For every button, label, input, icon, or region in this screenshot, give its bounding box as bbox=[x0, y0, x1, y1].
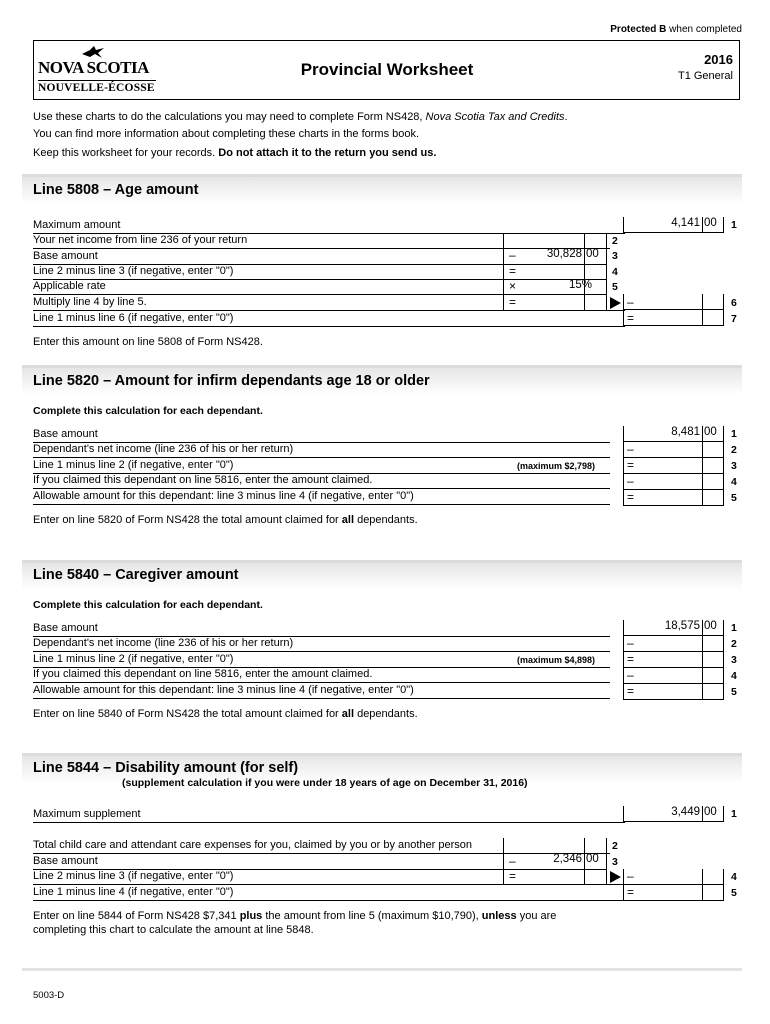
s5808-max-dollars: 4,141 bbox=[671, 217, 700, 229]
s5808-mid-rule-3 bbox=[503, 264, 607, 265]
s5844-mid-left bbox=[503, 838, 504, 885]
intro-line2: You can find more information about completing these charts in the forms book. bbox=[33, 128, 420, 140]
s5808-base-cents: 00 bbox=[586, 248, 599, 260]
s5808-op-minus-r6: – bbox=[627, 295, 634, 309]
logo-line1: NOVA SCOTIA bbox=[38, 58, 149, 77]
protected-b-label: Protected B when completed bbox=[610, 24, 742, 35]
s5808-num-3: 3 bbox=[612, 250, 618, 262]
s5844-line5-cents-sep bbox=[702, 885, 703, 901]
s5808-row-1: Maximum amount bbox=[33, 219, 121, 231]
s5840-op-3: = bbox=[627, 652, 635, 666]
arrow-right-icon bbox=[610, 871, 621, 883]
section-heading-5844: Line 5844 – Disability amount (for self) bbox=[33, 760, 299, 776]
s5840-line4-cents-sep bbox=[702, 668, 703, 684]
section-heading-5820: Line 5820 – Amount for infirm dependants age 18 or older bbox=[33, 373, 430, 389]
s5844-op-equals-r5: = bbox=[627, 885, 635, 899]
s5844-max-dollars: 3,449 bbox=[671, 806, 700, 818]
s5808-line7-box bbox=[623, 310, 724, 326]
s5820-line2-cents-sep bbox=[702, 442, 703, 458]
s5840-line5-cents-sep bbox=[702, 684, 703, 700]
s5808-op-equals-r7: = bbox=[627, 311, 635, 325]
s5820-row-2: Dependant's net income (line 236 of his or her return) bbox=[33, 443, 294, 455]
s5820-line5-cents-sep bbox=[702, 490, 703, 506]
s5808-line1-cents-sep bbox=[702, 217, 703, 233]
s5820-row-5: Allowable amount for this dependant: line 3 minus line 4 (if negative, enter "0") bbox=[33, 490, 414, 502]
s5840-base-dollars: 18,575 bbox=[664, 620, 700, 632]
s5820-num-4: 4 bbox=[731, 476, 737, 488]
s5844-subheading: (supplement calculation if you were under 18 years of age on December 31, 2016) bbox=[122, 777, 528, 789]
s5840-line4-box bbox=[623, 668, 724, 684]
s5820-base-cents: 00 bbox=[704, 426, 717, 438]
s5840-row-1: Base amount bbox=[33, 622, 98, 634]
s5840-row-3: Line 1 minus line 2 (if negative, enter "0") bbox=[33, 653, 234, 665]
logo-line2: NOUVELLE-ÉCOSSE bbox=[38, 82, 155, 94]
s5820-line3-box bbox=[623, 458, 724, 474]
s5820-num-3: 3 bbox=[731, 460, 737, 472]
s5808-note: Enter this amount on line 5808 of Form NS428. bbox=[33, 336, 263, 348]
s5844-op-equals-4: = bbox=[509, 869, 517, 883]
s5808-line7-cents-sep bbox=[702, 310, 703, 326]
s5840-subheading: Complete this calculation for each dependant. bbox=[33, 599, 263, 611]
s5820-line1-cents-sep bbox=[702, 426, 703, 442]
s5808-mid-rule-6 bbox=[503, 310, 607, 311]
s5844-note-line1: Enter on line 5844 of Form NS428 $7,341 plus the amount from line 5 (maximum $10,790), unless you are bbox=[33, 910, 557, 922]
s5820-line5-box bbox=[623, 490, 724, 506]
s5808-mid-cents bbox=[584, 233, 585, 311]
s5820-line4-box bbox=[623, 474, 724, 490]
s5840-op-2: – bbox=[627, 636, 634, 650]
s5840-num-5: 5 bbox=[731, 686, 737, 698]
s5808-rate: 15% bbox=[568, 279, 592, 291]
s5808-line6-box bbox=[623, 294, 724, 310]
s5820-num-1: 1 bbox=[731, 428, 737, 440]
s5844-num-2: 2 bbox=[612, 840, 618, 852]
page-title: Provincial Worksheet bbox=[300, 60, 474, 79]
s5808-rule-7 bbox=[33, 326, 625, 327]
s5844-row-5: Line 1 minus line 4 (if negative, enter "0") bbox=[33, 886, 234, 898]
s5840-row-2: Dependant's net income (line 236 of his or her return) bbox=[33, 637, 294, 649]
s5820-line3-cents-sep bbox=[702, 458, 703, 474]
s5840-num-4: 4 bbox=[731, 670, 737, 682]
s5808-row-6: Multiply line 4 by line 5. bbox=[33, 296, 147, 308]
s5844-base-cents: 00 bbox=[586, 853, 599, 865]
s5808-op-times-5: × bbox=[509, 279, 517, 293]
section-heading-5840: Line 5840 – Caregiver amount bbox=[33, 567, 239, 583]
s5840-line3-cents-sep bbox=[702, 652, 703, 668]
s5820-base-dollars: 8,481 bbox=[671, 426, 700, 438]
s5844-mid-cents bbox=[584, 838, 585, 885]
s5844-base-dollars: 2,346 bbox=[553, 853, 582, 865]
s5840-op-4: – bbox=[627, 668, 634, 682]
s5844-mid-rule-3 bbox=[503, 869, 607, 870]
s5844-line1-cents-sep bbox=[702, 806, 703, 822]
intro-line3: Keep this worksheet for your records. Do not attach it to the return you send us. bbox=[33, 147, 437, 159]
s5840-num-1: 1 bbox=[731, 622, 737, 634]
s5820-op-4: – bbox=[627, 474, 634, 488]
s5844-row-3: Base amount bbox=[33, 855, 98, 867]
s5840-line1-cents-sep bbox=[702, 620, 703, 636]
s5808-mid-right bbox=[606, 233, 607, 311]
s5844-line4-box bbox=[623, 869, 724, 885]
s5820-row-4: If you claimed this dependant on line 5816, enter the amount claimed. bbox=[33, 474, 373, 486]
s5844-mid-right bbox=[606, 838, 607, 885]
s5820-op-5: = bbox=[627, 490, 635, 504]
s5820-line2-box bbox=[623, 442, 724, 458]
intro-line1: Use these charts to do the calculations you may need to complete Form NS428, Nova Scotia Tax and Credits. bbox=[33, 111, 568, 123]
s5840-base-cents: 00 bbox=[704, 620, 717, 632]
s5840-num-3: 3 bbox=[731, 654, 737, 666]
s5840-line2-box bbox=[623, 636, 724, 652]
s5844-line4-cents-sep bbox=[702, 869, 703, 885]
s5840-line5-box bbox=[623, 684, 724, 700]
s5808-base-dollars: 30,828 bbox=[546, 248, 582, 260]
s5808-line6-cents-sep bbox=[702, 294, 703, 310]
s5840-line2-cents-sep bbox=[702, 636, 703, 652]
s5844-op-minus-r4: – bbox=[627, 869, 634, 883]
tax-year: 2016 bbox=[704, 52, 733, 67]
s5844-line5-box bbox=[623, 885, 724, 901]
s5808-num-4: 4 bbox=[612, 266, 618, 278]
s5808-row-4: Line 2 minus line 3 (if negative, enter "0") bbox=[33, 265, 234, 277]
footer-rule bbox=[22, 968, 742, 971]
s5844-row-2: Total child care and attendant care expenses for you, claimed by you or by another person bbox=[33, 839, 473, 851]
s5844-num-5: 5 bbox=[731, 887, 737, 899]
s5808-num-7: 7 bbox=[731, 313, 737, 325]
s5844-rule-1 bbox=[33, 822, 625, 823]
s5808-num-2: 2 bbox=[612, 235, 618, 247]
s5840-row-4: If you claimed this dependant on line 5816, enter the amount claimed. bbox=[33, 668, 373, 680]
s5844-row-1: Maximum supplement bbox=[33, 808, 141, 820]
s5820-op-3: = bbox=[627, 458, 635, 472]
s5808-mid-left bbox=[503, 233, 504, 311]
s5808-op-minus-3: – bbox=[509, 248, 516, 262]
s5840-row-5: Allowable amount for this dependant: line 3 minus line 4 (if negative, enter "0") bbox=[33, 684, 414, 696]
s5820-subheading: Complete this calculation for each dependant. bbox=[33, 405, 263, 417]
s5808-op-equals-4: = bbox=[509, 264, 517, 278]
s5840-num-2: 2 bbox=[731, 638, 737, 650]
s5808-num-6: 6 bbox=[731, 297, 737, 309]
s5840-line3-box bbox=[623, 652, 724, 668]
s5808-max-cents: 00 bbox=[704, 217, 717, 229]
s5844-mid-rule-4 bbox=[503, 884, 607, 885]
s5820-row-1: Base amount bbox=[33, 428, 98, 440]
s5820-num-5: 5 bbox=[731, 492, 737, 504]
s5844-note-line2: completing this chart to calculate the amount at line 5848. bbox=[33, 924, 314, 936]
s5808-num-5: 5 bbox=[612, 281, 618, 293]
arrow-right-icon bbox=[610, 297, 621, 309]
s5820-op-2: – bbox=[627, 442, 634, 456]
s5820-num-2: 2 bbox=[731, 444, 737, 456]
s5820-note: Enter on line 5820 of Form NS428 the total amount claimed for all dependants. bbox=[33, 514, 418, 526]
s5844-op-minus-3: – bbox=[509, 854, 516, 868]
s5808-row-5: Applicable rate bbox=[33, 280, 106, 292]
form-number: 5003-D bbox=[33, 990, 65, 1001]
s5808-mid-rule-5 bbox=[503, 294, 607, 295]
s5840-note: Enter on line 5840 of Form NS428 the total amount claimed for all dependants. bbox=[33, 708, 418, 720]
s5840-rule-5 bbox=[33, 698, 610, 699]
s5808-num-1: 1 bbox=[731, 219, 737, 231]
s5820-rule-5 bbox=[33, 504, 610, 505]
s5840-op-5: = bbox=[627, 684, 635, 698]
s5808-row-3: Base amount bbox=[33, 250, 98, 262]
s5844-max-cents: 00 bbox=[704, 806, 717, 818]
s5840-max-note: (maximum $4,898) bbox=[517, 655, 596, 665]
s5808-row-2: Your net income from line 236 of your return bbox=[33, 234, 248, 246]
s5844-num-1: 1 bbox=[731, 808, 737, 820]
s5808-row-7: Line 1 minus line 6 (if negative, enter "0") bbox=[33, 312, 234, 324]
section-heading-5808: Line 5808 – Age amount bbox=[33, 182, 199, 198]
s5844-num-3: 3 bbox=[612, 856, 618, 868]
s5844-rule-5 bbox=[33, 900, 625, 901]
s5820-max-note: (maximum $2,798) bbox=[517, 461, 596, 471]
s5844-num-4: 4 bbox=[731, 871, 737, 883]
form-name: T1 General bbox=[677, 70, 733, 82]
s5820-row-3: Line 1 minus line 2 (if negative, enter "0") bbox=[33, 459, 234, 471]
s5820-line4-cents-sep bbox=[702, 474, 703, 490]
s5808-op-equals-6: = bbox=[509, 295, 517, 309]
s5844-row-4: Line 2 minus line 3 (if negative, enter "0") bbox=[33, 870, 234, 882]
